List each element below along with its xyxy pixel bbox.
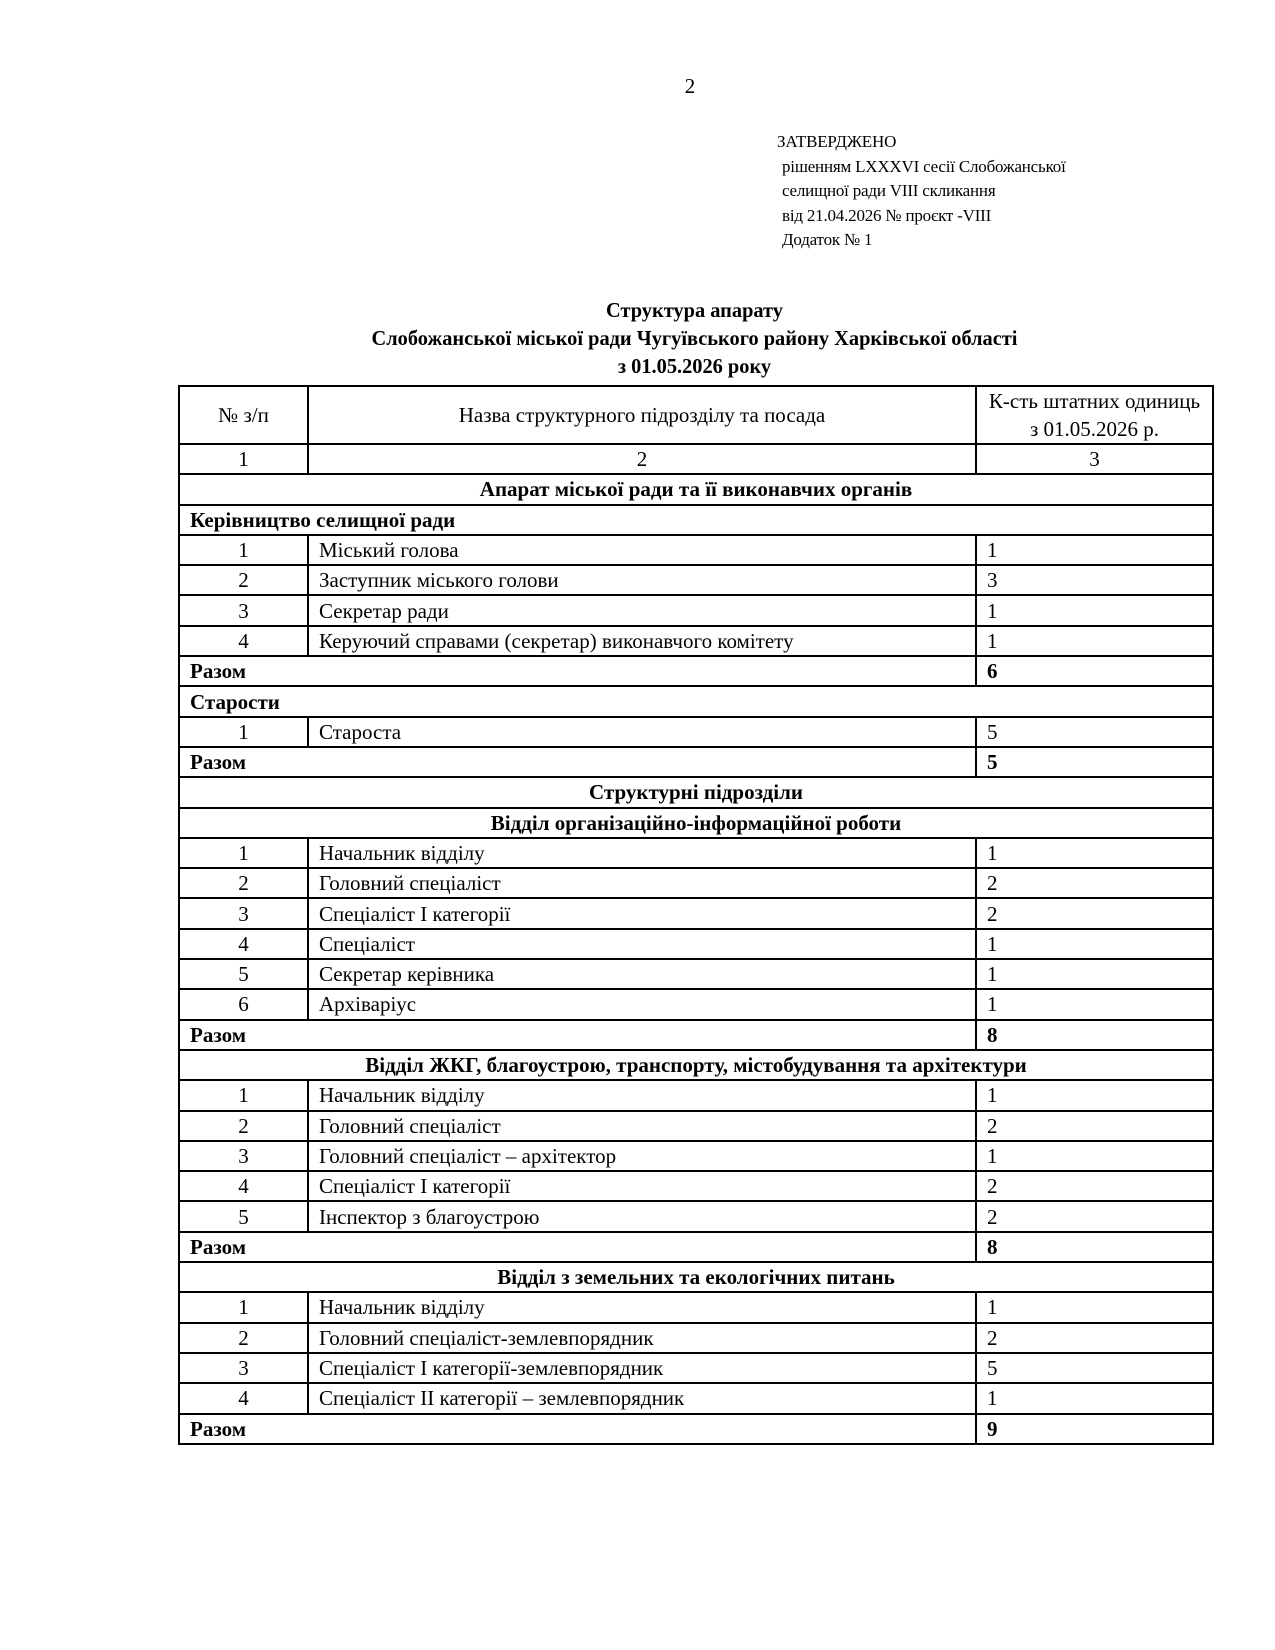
structural-section-title: Структурні підрозділи [179,777,1213,807]
position-count: 1 [976,1292,1213,1322]
group-row [179,505,1213,535]
approval-appendix: Додаток № 1 [782,230,873,249]
position-name: Спеціаліст ІІ категорії – землевпорядник [308,1383,976,1413]
table-row [179,1323,1213,1353]
department-title: Відділ ЖКГ, благоустрою, транспорту, містобудування та архітектури [179,1050,1213,1080]
table-row [179,626,1213,656]
position-count: 1 [976,595,1213,625]
column-number: 2 [308,444,976,474]
position-name: Заступник міського голови [308,565,976,595]
table-row [179,1201,1213,1231]
row-number: 2 [179,1111,308,1141]
approval-heading: ЗАТВЕРДЖЕНО [777,132,897,151]
position-count: 2 [976,898,1213,928]
table-row [179,595,1213,625]
group-title: Керівництво селищної ради [179,505,1213,535]
title-line-3: з 01.05.2026 року [617,354,772,378]
position-name: Спеціаліст І категорії [308,1171,976,1201]
total-count: 8 [976,1020,1213,1050]
position-count: 3 [976,565,1213,595]
position-name: Головний спеціаліст – архітектор [308,1141,976,1171]
main-section-title: Апарат міської ради та її виконавчих органів [179,474,1213,504]
row-number: 6 [179,989,308,1019]
title-line-2: Слобожанської міської ради Чугуївського району Харківської області [371,326,1018,350]
position-name: Староста [308,717,976,747]
row-number: 4 [179,1171,308,1201]
section-row [179,777,1213,807]
position-name: Секретар керівника [308,959,976,989]
document-title [193,296,1195,380]
total-label: Разом [179,1020,976,1050]
total-label: Разом [179,656,976,686]
row-number: 1 [179,717,308,747]
table-row [179,1080,1213,1110]
row-number: 4 [179,1383,308,1413]
approval-council: селищної ради VIII скликання [782,181,996,200]
position-count: 1 [976,535,1213,565]
row-number: 5 [179,1201,308,1231]
row-number: 1 [179,535,308,565]
department-row [179,808,1213,838]
position-name: Начальник відділу [308,1080,976,1110]
position-name: Спеціаліст І категорії-землевпорядник [308,1353,976,1383]
group-row [179,686,1213,716]
row-number: 3 [179,1353,308,1383]
table-row [179,989,1213,1019]
position-name: Головний спеціаліст [308,868,976,898]
position-name: Спеціаліст І категорії [308,898,976,928]
table-row [179,898,1213,928]
position-count: 1 [976,959,1213,989]
position-count: 5 [976,1353,1213,1383]
total-count: 9 [976,1414,1213,1444]
table-row [179,838,1213,868]
position-count: 1 [976,626,1213,656]
position-name: Головний спеціаліст [308,1111,976,1141]
position-count: 2 [976,1171,1213,1201]
column-number-row [179,444,1213,474]
department-row [179,1050,1213,1080]
position-count: 2 [976,868,1213,898]
table-row [179,959,1213,989]
department-row [179,1262,1213,1292]
column-number: 3 [976,444,1213,474]
row-number: 5 [179,959,308,989]
table-row [179,717,1213,747]
title-line-1: Структура апарату [606,298,783,322]
total-row [179,1414,1213,1444]
position-name: Начальник відділу [308,1292,976,1322]
row-number: 1 [179,838,308,868]
table-row [179,868,1213,898]
row-number: 4 [179,929,308,959]
total-label: Разом [179,1232,976,1262]
total-row [179,1020,1213,1050]
position-name: Архіваріус [308,989,976,1019]
position-count: 2 [976,1323,1213,1353]
position-count: 5 [976,717,1213,747]
row-number: 2 [179,868,308,898]
table-row [179,1292,1213,1322]
position-name: Секретар ради [308,595,976,625]
approval-decision: рішенням LXXXVI сесії Слобожанської [782,156,1066,176]
row-number: 3 [179,595,308,625]
position-count: 1 [976,1080,1213,1110]
table-row [179,1111,1213,1141]
header-number: № з/п [179,386,308,444]
position-count: 1 [976,838,1213,868]
position-name: Інспектор з благоустрою [308,1201,976,1231]
total-row [179,656,1213,686]
total-row [179,1232,1213,1262]
row-number: 1 [179,1080,308,1110]
approval-stamp [777,130,1066,253]
table-row [179,1171,1213,1201]
position-name: Спеціаліст [308,929,976,959]
table-row [179,929,1213,959]
table-row [179,1353,1213,1383]
total-row [179,747,1213,777]
approval-date: від 21.04.2026 № проєкт -VIII [782,205,992,225]
table-row [179,1383,1213,1413]
total-label: Разом [179,1414,976,1444]
total-count: 6 [976,656,1213,686]
structure-table [178,385,1214,1445]
row-number: 2 [179,1323,308,1353]
total-label: Разом [179,747,976,777]
table-row [179,535,1213,565]
department-title: Відділ організаційно-інформаційної роботи [179,808,1213,838]
group-title: Старости [179,686,1213,716]
position-name: Міський голова [308,535,976,565]
row-number: 4 [179,626,308,656]
row-number: 1 [179,1292,308,1322]
position-count: 1 [976,929,1213,959]
table-header-row [179,386,1213,444]
column-number: 1 [179,444,308,474]
header-name: Назва структурного підрозділу та посада [308,386,976,444]
row-number: 3 [179,1141,308,1171]
position-count: 1 [976,1141,1213,1171]
row-number: 3 [179,898,308,928]
position-name: Начальник відділу [308,838,976,868]
table-row [179,1141,1213,1171]
position-count: 1 [976,1383,1213,1413]
total-count: 8 [976,1232,1213,1262]
position-name: Головний спеціаліст-землевпорядник [308,1323,976,1353]
page-number: 2 [684,74,696,98]
table-row [179,565,1213,595]
position-name: Керуючий справами (секретар) виконавчого комітету [308,626,976,656]
section-row [179,474,1213,504]
total-count: 5 [976,747,1213,777]
row-number: 2 [179,565,308,595]
position-count: 2 [976,1111,1213,1141]
position-count: 1 [976,989,1213,1019]
header-count: К-сть штатних одиниць з 01.05.2026 р. [976,386,1213,444]
department-title: Відділ з земельних та екологічних питань [179,1262,1213,1292]
position-count: 2 [976,1201,1213,1231]
